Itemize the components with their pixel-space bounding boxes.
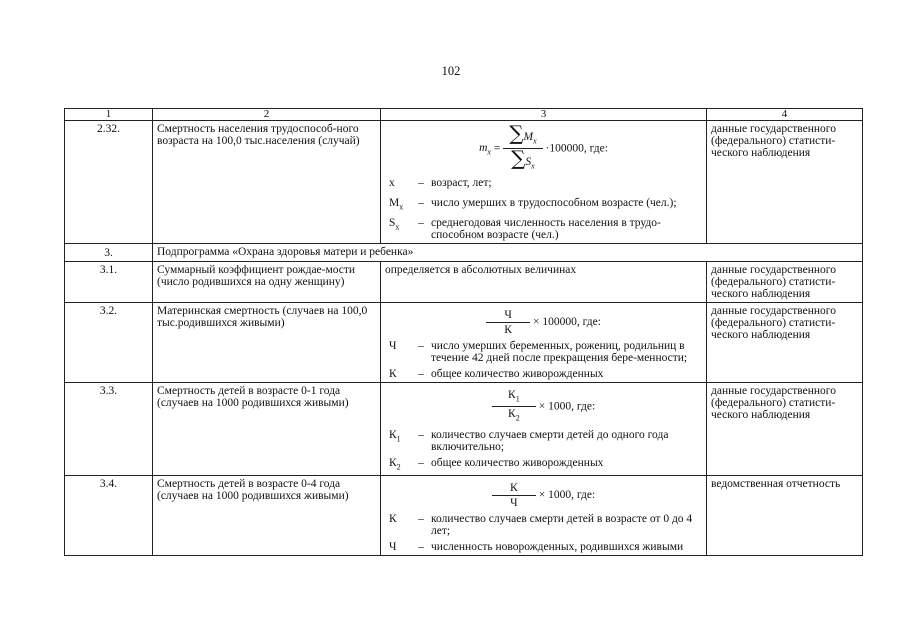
formula-cell: [381, 121, 707, 244]
definition-item: $S_x$ – среднегодовая численность населения в трудо-способном возрасте (чел.): [389, 217, 661, 242]
formula-cell: [381, 383, 707, 476]
header-col-4: 4: [707, 109, 863, 121]
formula-cell: [381, 476, 707, 556]
formula-fraction: $\frac{Ч}{К}$: [486, 309, 530, 336]
indicator-name: Материнская смертность (случаев на 100,0 тыс.родившихся живыми): [153, 303, 381, 383]
definitions-list: [385, 340, 702, 380]
row-number: 2.32.: [65, 121, 153, 244]
formula: $\frac{К}{Ч}$ × 1000, где:: [385, 478, 702, 511]
definition-item: Ч – число умерших беременных, рожениц, родильниц в течение 42 дней после прекращения бере-менности;: [389, 340, 688, 365]
definition-item: $К_1$ – количество случаев смерти детей до одного года включительно;: [389, 428, 669, 453]
indicators-table: [64, 108, 863, 556]
header-col-1: 1: [65, 109, 153, 121]
definition-item: $К_2$ – общее количество живорожденных: [389, 456, 604, 472]
table-row: [65, 476, 863, 556]
formula-cell: [381, 303, 707, 383]
data-source: ведомственная отчетность: [707, 476, 863, 556]
row-number: 3.2.: [65, 303, 153, 383]
definition-item: К – общее количество живорожденных: [389, 368, 604, 381]
method-text: определяется в абсолютных величинах: [381, 262, 707, 303]
formula: $\frac{К_1}{К_2}$ × 1000, где:: [385, 385, 702, 427]
table-row: [65, 262, 863, 303]
data-source: данные государственного (федерального) статисти-ческого наблюдения: [707, 121, 863, 244]
table-header-row: [65, 109, 863, 121]
header-col-3: 3: [381, 109, 707, 121]
definition-item: x – возраст, лет;: [389, 176, 492, 189]
data-source: данные государственного (федерального) статисти-ческого наблюдения: [707, 383, 863, 476]
formula: $m_x$ = $\frac{\sum M_x}{\sum S_x}$ ·100000, где:: [479, 121, 608, 171]
page-number: 102: [441, 64, 461, 78]
definition-item: К – количество случаев смерти детей в возрасте от 0 до 4 лет;: [389, 513, 693, 538]
row-number: 3.4.: [65, 476, 153, 556]
indicator-name: Суммарный коэффициент рождае-мости (число родившихся на одну женщину): [153, 262, 381, 303]
row-number: 3.1.: [65, 262, 153, 303]
section-title: Подпрограмма «Охрана здоровья матери и ребенка»: [153, 244, 863, 262]
row-number: 3.3.: [65, 383, 153, 476]
formula-fraction: $\frac{К}{Ч}$: [492, 482, 536, 509]
definition-item: Ч – численность новорожденных, родившихся живыми: [389, 541, 684, 554]
data-source: данные государственного (федерального) статисти-ческого наблюдения: [707, 262, 863, 303]
table-row: [65, 121, 863, 244]
formula-fraction: $\frac{\sum M_x}{\sum S_x}$: [503, 125, 542, 173]
definitions-list: [385, 177, 702, 242]
definitions-list: [385, 513, 702, 553]
table-row: [65, 303, 863, 383]
header-col-2: 2: [153, 109, 381, 121]
formula-lhs: $m_x$: [479, 142, 491, 157]
definitions-list: [385, 429, 702, 473]
indicator-name: Смертность населения трудоспособ-ного возраста на 100,0 тыс.населения (случай): [153, 121, 381, 244]
indicator-name: Смертность детей в возрасте 0-1 года (случаев на 1000 родившихся живыми): [153, 383, 381, 476]
formula: $\frac{Ч}{К}$ × 100000, где:: [385, 305, 702, 338]
formula-fraction: $\frac{К_1}{К_2}$: [492, 389, 536, 425]
indicator-name: Смертность детей в возрасте 0-4 года (случаев на 1000 родившихся живыми): [153, 476, 381, 556]
definition-item: $M_x$ – число умерших в трудоспособном возрасте (чел.);: [389, 196, 677, 212]
section-number: 3.: [65, 244, 153, 262]
section-row: [65, 244, 863, 262]
data-source: данные государственного (федерального) статисти-ческого наблюдения: [707, 303, 863, 383]
table-row: [65, 383, 863, 476]
